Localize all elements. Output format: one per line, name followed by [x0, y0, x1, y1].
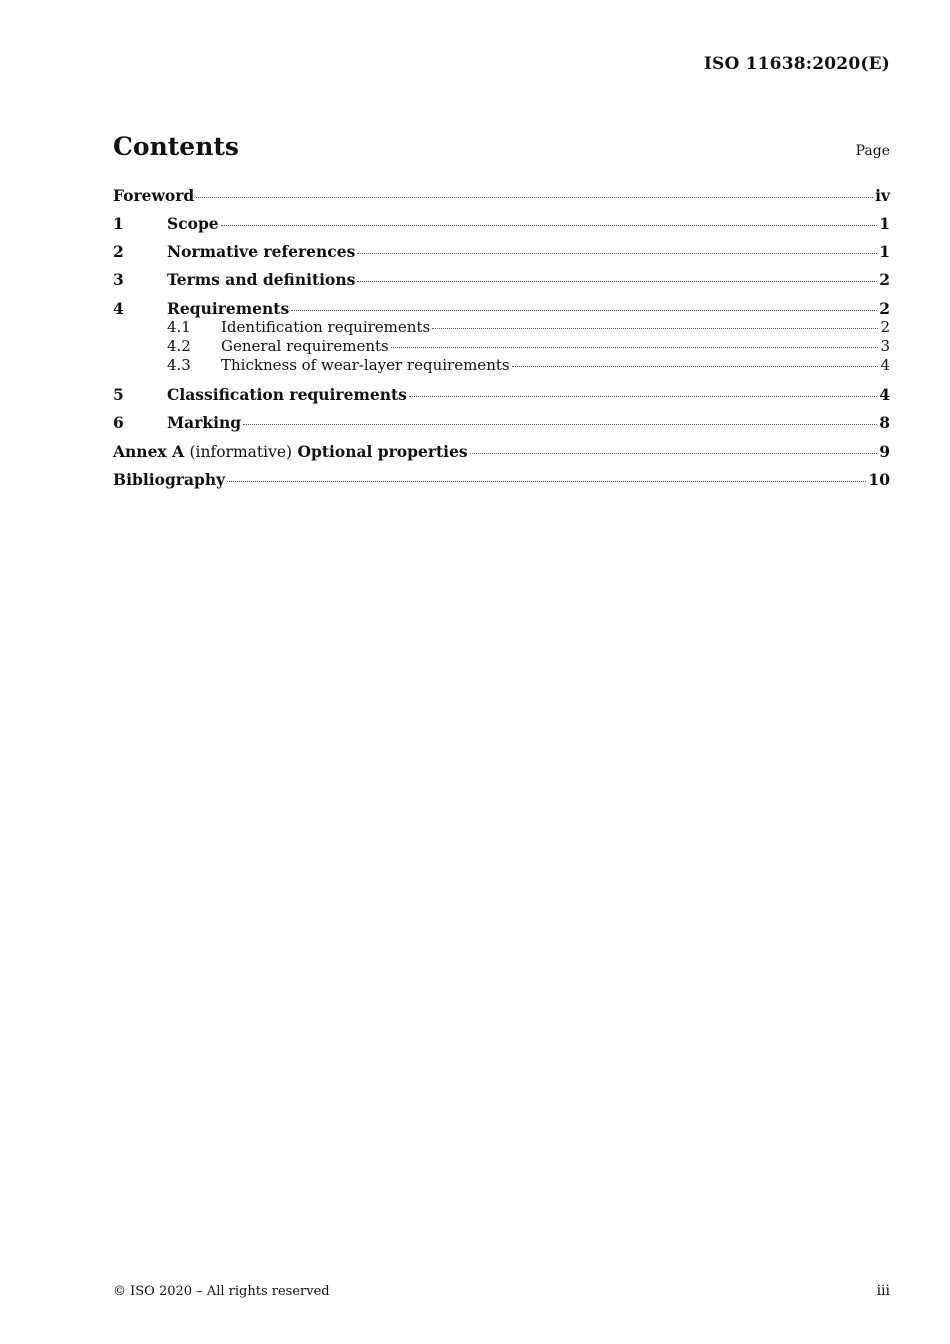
dot-leader	[409, 395, 877, 397]
toc-page: 1	[879, 214, 890, 233]
annex-note: (informative)	[189, 443, 293, 461]
toc-title: General requirements	[221, 337, 389, 355]
toc-entry-identification-requirements[interactable]	[167, 318, 890, 337]
toc-number: 4	[113, 299, 124, 318]
dot-leader	[391, 346, 879, 348]
toc-page: 2	[880, 318, 890, 336]
toc-entry-normative-references[interactable]	[113, 242, 890, 261]
toc-number: 5	[113, 385, 124, 404]
toc-entry-annex-a[interactable]	[113, 442, 890, 461]
toc-title: Thickness of wear-layer requirements	[221, 356, 510, 374]
toc-entry-foreword[interactable]	[113, 186, 890, 205]
dot-leader	[243, 423, 877, 425]
toc-title: Bibliography	[113, 470, 226, 489]
toc-page: 9	[879, 442, 890, 461]
dot-leader	[470, 452, 878, 454]
toc-number: 4.2	[167, 337, 191, 355]
toc-entry-terms-and-definitions[interactable]	[113, 270, 890, 289]
annex-label: Annex A	[113, 442, 185, 461]
toc-number: 4.1	[167, 318, 191, 336]
toc-page: 4	[880, 356, 890, 374]
toc-title: Classification requirements	[167, 385, 407, 404]
toc-entry-general-requirements[interactable]	[167, 337, 890, 356]
toc-entry-marking[interactable]	[113, 413, 890, 432]
dot-leader	[357, 280, 877, 282]
dot-leader	[432, 327, 878, 329]
toc-number: 3	[113, 270, 124, 289]
toc-page: 1	[879, 242, 890, 261]
toc-entry-bibliography[interactable]	[113, 470, 890, 489]
page-column-label: Page	[855, 143, 890, 159]
toc-entry-classification-requirements[interactable]	[113, 385, 890, 404]
toc-page: 2	[879, 299, 890, 318]
toc-page: 4	[879, 385, 890, 404]
dot-leader	[196, 196, 873, 198]
dot-leader	[357, 252, 877, 254]
annex-title: Optional properties	[297, 442, 468, 461]
toc-title: Identification requirements	[221, 318, 431, 336]
copyright-notice: © ISO 2020 – All rights reserved	[113, 1284, 330, 1299]
toc-number: 2	[113, 242, 124, 261]
toc-number: 6	[113, 413, 124, 432]
dot-leader	[221, 224, 878, 226]
dot-leader	[512, 365, 879, 367]
dot-leader	[227, 480, 866, 482]
dot-leader	[291, 309, 877, 311]
toc-page: 2	[879, 270, 890, 289]
contents-heading: Contents	[113, 132, 240, 161]
toc-title: Scope	[167, 214, 219, 233]
toc-entry-requirements[interactable]	[113, 299, 890, 318]
toc-page: 8	[879, 413, 890, 432]
toc-number: 1	[113, 214, 124, 233]
toc-number: 4.3	[167, 356, 191, 374]
toc-page: 10	[868, 470, 890, 489]
document-identifier: ISO 11638:2020(E)	[703, 54, 890, 74]
toc-title: Normative references	[167, 242, 356, 261]
toc-entry-scope[interactable]	[113, 214, 890, 233]
toc-title: Terms and definitions	[167, 270, 356, 289]
toc-entry-thickness-of-wear-layer-requirements[interactable]	[167, 356, 890, 375]
toc-page: 3	[880, 337, 890, 355]
toc-title: Marking	[167, 413, 242, 432]
table-of-contents	[113, 186, 890, 489]
toc-title: Requirements	[167, 299, 290, 318]
page-number: iii	[876, 1283, 890, 1299]
toc-title	[113, 442, 468, 462]
toc-page: iv	[875, 186, 890, 205]
toc-title: Foreword	[113, 186, 195, 205]
